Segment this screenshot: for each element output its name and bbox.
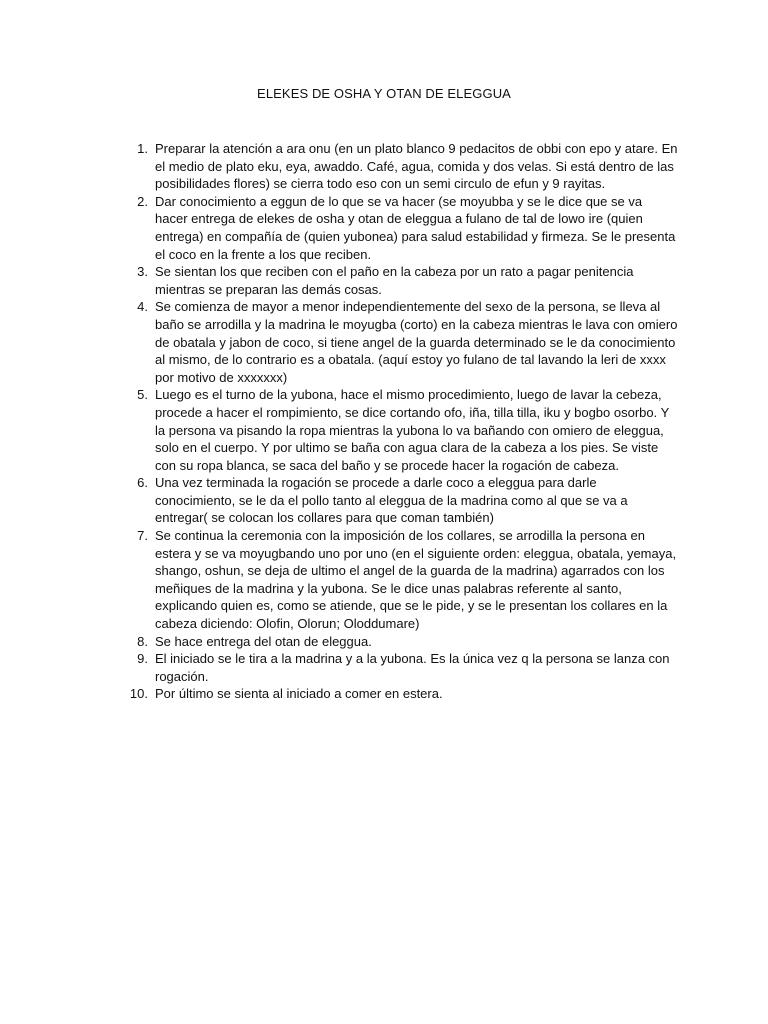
list-item xyxy=(108,685,678,703)
list-item xyxy=(108,474,678,527)
list-item-number: 1. xyxy=(137,141,148,156)
list-item-number: 7. xyxy=(137,528,148,544)
list-item-text: Se hace entrega del otan de eleggua. xyxy=(155,633,372,649)
list-item-text: Dar conocimiento a eggun de lo que se va hacer (se moyubba y se le dice que se va hacer entrega de elekes de osha y otan de eleggua a fulano de tal de lowo ire (quien entrega) en compañía de (quien yubonea) para salud estabilidad y firmeza. Se le presenta el coco en la frente a los que reciben. xyxy=(155,193,676,262)
list-item-text: Se continua la ceremonia con la imposición de los collares, se arrodilla la persona en estera y se va moyugbando uno por uno (en el siguiente orden: eleggua, obatala, yemaya, shango, oshun, se deja de ultimo el angel de la guarda de la madrina) agarrados con los meñiques de la madrina y la yubona. Se le dice unas palabras referente al santo, explicando quien es, como se atiende, que se le pide, y se le presentan los collares en la cabeza diciendo: Olofin, Olorun; Oloddumare) xyxy=(155,528,677,632)
list-item xyxy=(108,263,678,298)
list-item xyxy=(108,140,678,193)
list-item-number: 3. xyxy=(137,264,148,280)
list-item-text: Se sientan los que reciben con el paño en la cabeza por un rato a pagar penitencia mientras se preparan las demás cosas. xyxy=(155,264,634,297)
list-item xyxy=(108,633,678,651)
list-item-text: Por último se sienta al iniciado a comer en estera. xyxy=(155,686,443,702)
list-item xyxy=(108,386,678,474)
list-item-number: 2. xyxy=(137,193,148,209)
list-item-number: 10. xyxy=(129,686,148,702)
document-title: ELEKES DE OSHA Y OTAN DE ELEGGUA xyxy=(257,86,511,101)
list-item-number: 6. xyxy=(137,475,148,491)
list-item-text: Preparar la atención a ara onu (en un plato blanco 9 pedacitos de obbi con epo y atare. En el medio de plato eku, eya, awaddo. Café, agua, comida y dos velas. Si está dentro de las posibilidades flores) se cierra todo eso con un semi circulo de efun y 9 rayitas. xyxy=(155,141,678,192)
list-item xyxy=(108,650,678,685)
list-item-text: El iniciado se le tira a la madrina y a la yubona. Es la única vez q la persona se lanza con rogación. xyxy=(155,651,670,684)
list-item-text: Se comienza de mayor a menor independientemente del sexo de la persona, se lleva al baño se arrodilla y la madrina le moyugba (corto) en la cabeza mientras le lava con omiero de obatala y jabon de coco, si tiene angel de la guarda determinado se le da conocimiento al mismo, de lo contrario es a obatala. (aquí estoy yo fulano de tal lavando la leri de xxxx por motivo de xxxxxxx) xyxy=(155,299,678,385)
list-item-text: Luego es el turno de la yubona, hace el mismo procedimiento, luego de lavar la cebeza, procede a hacer el rompimiento, se dice cortando ofo, iña, tilla tilla, iku y bogbo osorbo. Y la persona va pisando la ropa mientras la yubona lo va bañando con omiero de eleggua, solo en el cuerpo. Y por ultimo se baña con agua clara de la cabeza a los pies. Se viste con su ropa blanca, se saca del baño y se procede hacer la rogación de cabeza. xyxy=(155,387,670,473)
ceremony-steps-list xyxy=(108,140,678,703)
list-item xyxy=(108,193,678,263)
list-item-number: 5. xyxy=(137,387,148,403)
list-item xyxy=(108,298,678,386)
list-item-number: 8. xyxy=(137,633,148,649)
list-item xyxy=(108,527,678,633)
list-item-number: 9. xyxy=(137,651,148,667)
list-item-text: Una vez terminada la rogación se procede a darle coco a eleggua para darle conocimiento, se le da el pollo tanto al eleggua de la madrina como al que se va a entregar( se colocan los collares para que coman también) xyxy=(155,475,628,526)
list-item-number: 4. xyxy=(137,299,148,315)
